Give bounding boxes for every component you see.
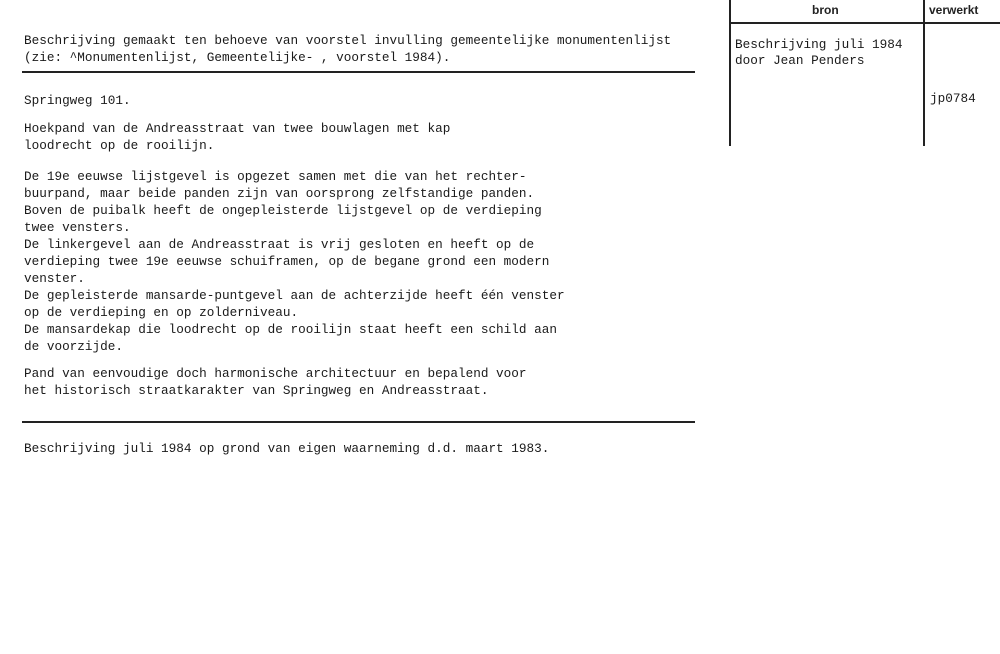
text-line: twee vensters. (24, 220, 131, 235)
column-header-verwerkt: verwerkt (929, 3, 979, 17)
text-line: het historisch straatkarakter van Springweg en Andreasstraat. (24, 383, 489, 398)
intro-text (24, 32, 671, 66)
text-line: De 19e eeuwse lijstgevel is opgezet samen met die van het rechter- (24, 169, 527, 184)
bron-line: Beschrijving juli 1984 (735, 37, 903, 52)
text-line: De linkergevel aan de Andreasstraat is vrij gesloten en heeft op de (24, 237, 535, 252)
side-table-header-rule (729, 22, 1000, 24)
column-header-bron: bron (812, 3, 839, 17)
text-line: De mansardekap die loodrecht op de rooilijn staat heeft een schild aan (24, 322, 557, 337)
text-line: loodrecht op de rooilijn. (24, 138, 215, 153)
text-line: verdieping twee 19e eeuwse schuiframen, op de begane grond een modern (24, 254, 550, 269)
text-line: venster. (24, 271, 85, 286)
intro-line: Beschrijving gemaakt ten behoeve van voorstel invulling gemeentelijke monumentenlijst (24, 33, 672, 48)
paragraph-2 (24, 168, 565, 355)
text-line: Boven de puibalk heeft de ongepleisterde lijstgevel op de verdieping (24, 203, 542, 218)
footer-divider (22, 421, 695, 423)
text-line: De gepleisterde mansarde-puntgevel aan de achterzijde heeft één venster (24, 288, 565, 303)
intro-line: (zie: ^Monumentenlijst, Gemeentelijke- , voorstel 1984). (24, 50, 451, 65)
header-divider (22, 71, 695, 73)
text-line: buurpand, maar beide panden zijn van oorsprong zelfstandige panden. (24, 186, 535, 201)
text-line: Hoekpand van de Andreasstraat van twee bouwlagen met kap (24, 121, 451, 136)
verwerkt-cell: jp0784 (930, 91, 976, 106)
text-line: op de verdieping en op zolderniveau. (24, 305, 299, 320)
footer-note: Beschrijving juli 1984 op grond van eigen waarneming d.d. maart 1983. (24, 441, 550, 456)
address: Springweg 101. (24, 93, 131, 108)
text-line: de voorzijde. (24, 339, 123, 354)
text-line: Pand van eenvoudige doch harmonische architectuur en bepalend voor (24, 366, 527, 381)
paragraph-3 (24, 365, 527, 399)
bron-line: door Jean Penders (735, 53, 865, 68)
paragraph-1 (24, 120, 450, 154)
bron-cell (735, 37, 903, 69)
